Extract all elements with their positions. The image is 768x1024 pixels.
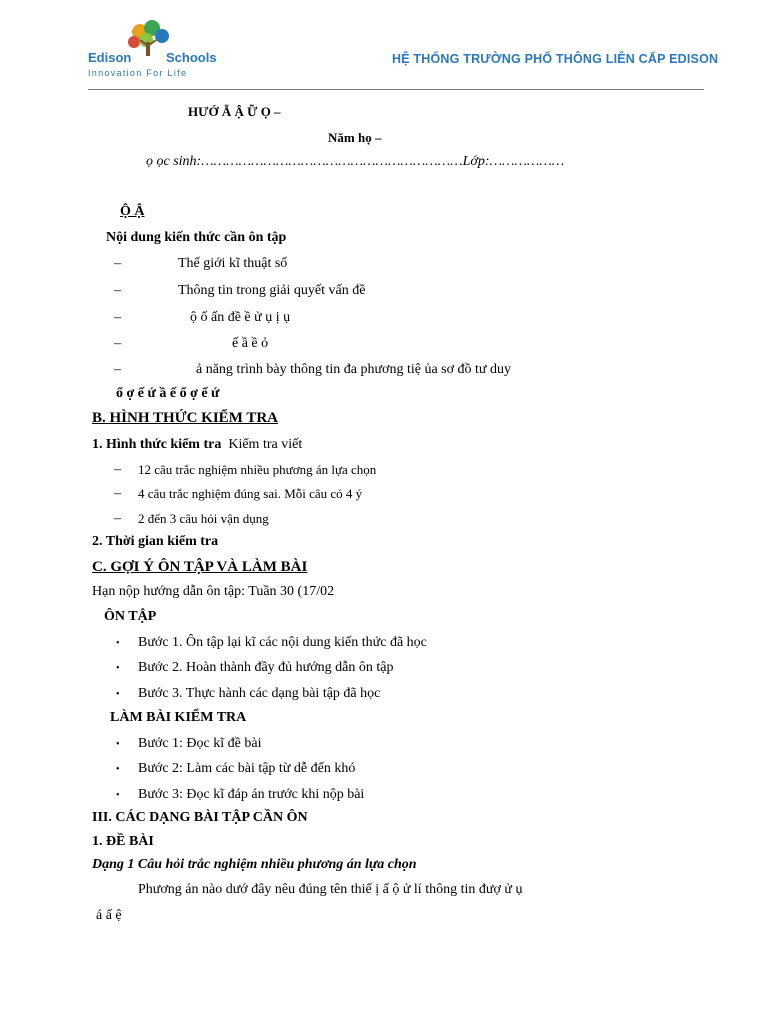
list-item: Bước 3. Thực hành các dạng bài tập đã học — [138, 686, 381, 701]
school-system-name: HỆ THỐNG TRƯỜNG PHỔ THÔNG LIÊN CẤP EDISON — [392, 52, 719, 66]
question-text-line2: á ấ ệ — [96, 908, 122, 923]
bullet-marker: • — [116, 764, 120, 775]
document-title: HƯỚ Ẫ Ậ Ữ Ọ – — [188, 104, 281, 119]
dash-marker: – — [114, 256, 121, 271]
student-name-dots: ……………………………………………………… — [201, 154, 463, 169]
dash-marker: – — [114, 486, 121, 501]
dash-marker: – — [114, 462, 121, 477]
list-item: ộ ố ấn đề ề ử ụ ị ụ — [190, 310, 291, 325]
class-dots: ……………… — [489, 154, 565, 169]
section-c-heading: C. GỢI Ý ÔN TẬP VÀ LÀM BÀI — [92, 559, 308, 575]
exam-form-line — [92, 437, 302, 453]
section-a-heading: Ộ Ậ — [120, 204, 145, 219]
exam-form-value: Kiểm tra viết — [228, 437, 303, 452]
list-item: Bước 3: Đọc kĩ đáp án trước khi nộp bài — [138, 787, 365, 802]
exam-form-label: 1. Hình thức kiểm tra — [92, 437, 222, 452]
student-info-line — [146, 154, 564, 170]
exam-heading: LÀM BÀI KIỂM TRA — [110, 710, 247, 725]
list-item: Bước 1. Ôn tập lại kĩ các nội dung kiến thức đã học — [138, 635, 427, 650]
student-name-label: ọ ọc sinh: — [146, 154, 202, 169]
dash-marker: – — [114, 336, 121, 351]
bullet-marker: • — [116, 663, 120, 674]
header-divider — [88, 89, 704, 90]
list-item: 4 câu trắc nghiệm đúng sai. Mỗi câu có 4 ý — [138, 486, 363, 501]
dash-marker: – — [114, 283, 121, 298]
list-item: ả năng trình bày thông tin đa phương tiệ ủa sơ đồ tư duy — [196, 362, 511, 377]
bullet-marker: • — [116, 739, 120, 750]
section-a-subheading: Nội dung kiến thức cần ôn tập — [106, 230, 287, 245]
logo-tagline: Innovation For Life — [88, 68, 188, 78]
list-item: ế ầ ề ỏ — [232, 336, 269, 351]
list-item: 2 đến 3 câu hỏi vận dụng — [138, 511, 269, 526]
list-item: Thế giới kĩ thuật số — [178, 256, 288, 271]
section-iii-heading: III. CÁC DẠNG BÀI TẬP CẦN ÔN — [92, 810, 308, 825]
list-item: Bước 2: Làm các bài tập từ dễ đến khó — [138, 761, 356, 776]
bullet-marker: • — [116, 689, 120, 700]
question-text-line1: Phương án nào dướ đây nêu đúng tên thiế ị ấ ộ ử lí thông tin đượ ử ụ — [138, 882, 523, 897]
class-label: Lớp: — [462, 154, 490, 169]
list-item: Bước 1: Đọc kĩ đề bài — [138, 736, 262, 751]
list-item: Thông tin trong giải quyết vấn đề — [178, 283, 366, 298]
dash-marker: – — [114, 362, 121, 377]
question-type-1: Dạng 1 Câu hỏi trắc nghiệm nhiều phương án lựa chọn — [92, 857, 417, 872]
school-year: Năm họ – — [328, 130, 382, 145]
bullet-marker: • — [116, 790, 120, 801]
section-a-note: ổ ợ ế ứ ầ ế ổ ợ ế ứ — [116, 386, 220, 401]
deadline-text: Hạn nộp hướng dẫn ôn tập: Tuần 30 (17/02 — [92, 584, 335, 599]
bullet-marker: • — [116, 638, 120, 649]
list-item: 12 câu trắc nghiệm nhiều phương án lựa chọn — [138, 462, 377, 477]
logo-word-left: Edison — [88, 50, 132, 65]
section-iii-sub: 1. ĐỀ BÀI — [92, 834, 154, 849]
logo-word-right: Schools — [166, 50, 217, 65]
dash-marker: – — [114, 310, 121, 325]
review-heading: ÔN TẬP — [104, 609, 157, 624]
exam-time-label: 2. Thời gian kiểm tra — [92, 534, 219, 549]
section-b-heading: B. HÌNH THỨC KIỂM TRA — [92, 410, 278, 426]
list-item: Bước 2. Hoàn thành đầy đủ hướng dẫn ôn tập — [138, 660, 394, 675]
dash-marker: – — [114, 511, 121, 526]
